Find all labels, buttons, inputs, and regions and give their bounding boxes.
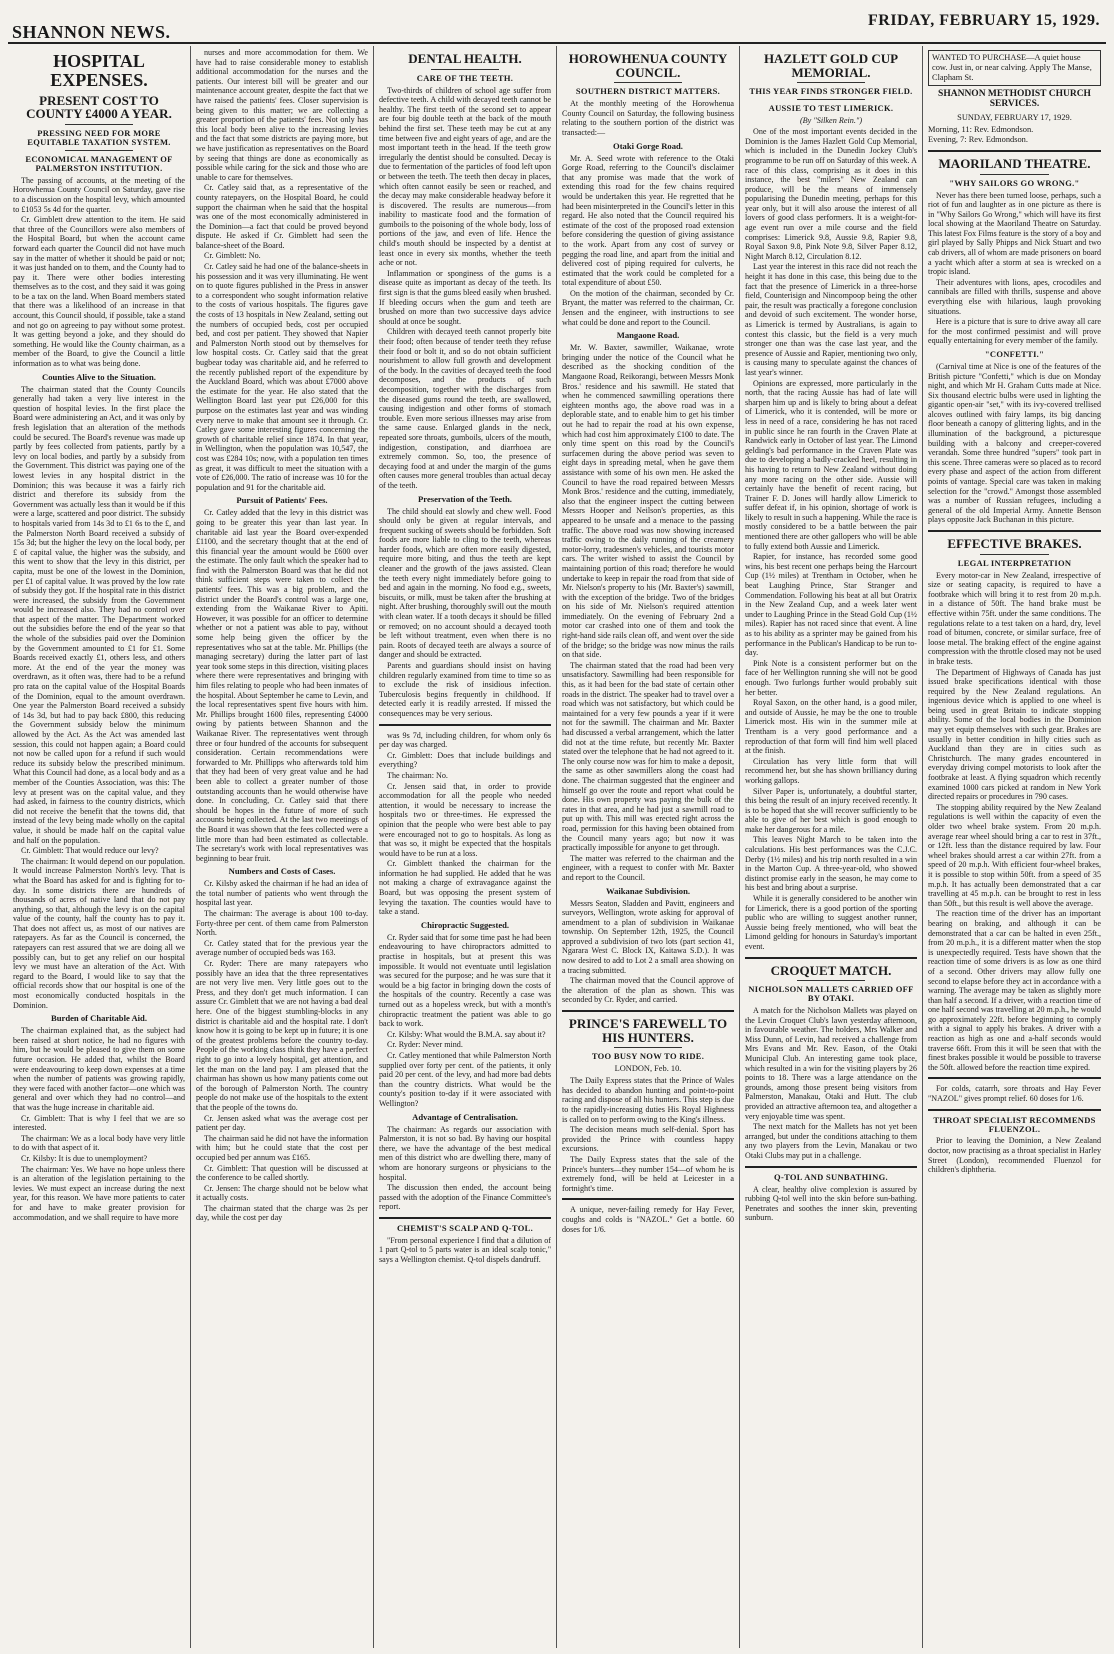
headline-effective-brakes: EFFECTIVE BRAKES. <box>947 536 1082 552</box>
divider <box>980 554 1049 555</box>
headline-dental-health: DENTAL HEALTH. <box>408 51 522 66</box>
deck-pressing-need: PRESSING NEED FOR MORE EQUITABLE TAXATION SYSTEM. <box>27 128 171 147</box>
column-6 <box>923 46 1106 1648</box>
section-heading: Waikanae Subdivision. <box>605 885 691 896</box>
paragraph: The Daily Express states that the sale of the Prince's hunters—they number 154—of whom he is extremely fond, will be held at Leicester in a fortnight's time. <box>562 1155 734 1193</box>
paragraph: The Department of Highways of Canada has just issued brake specifications identical with those required by the New Zealand regulations. An ingenious device which is applied to one wheel is being used in great Britain to indicate stopping ability. Some of the local bodies in the Dominion may yet equip themselves with such gear. Brakes are usually in better condition in hilly cities such as Auckland than they are in cities such as Christchurch. The many grades encountered in everyday driving compel motorists to look after the footbrake at least. A flying squadron which recently examined 1000 cars picked at random in New York directed repairs or procedures in 790 cases. <box>928 667 1101 802</box>
divider <box>980 174 1049 175</box>
paragraph: Every motor-car in New Zealand, irrespective of size or seating capacity, is required to have a footbrake which will bring it to rest from 20 m.p.h. in a distance of 50ft. The hand brake must be effective within 75ft. under the same conditions. The regulations relate to a test taken on a hard, dry, level road of bitumen, concrete, or similar surface, free of loose metal. The braking effect of the engine against compression with the throttle closed may not be used in brake tests. <box>928 570 1101 666</box>
divider <box>745 957 917 959</box>
headline-hospital-expenses: HOSPITAL EXPENSES. <box>50 51 148 90</box>
headline-maoriland-theatre: MAORILAND THEATRE. <box>938 155 1091 171</box>
divider <box>928 530 1101 532</box>
paragraph: While it is generally considered to be another win for Limerick, there is a good portion of the sporting public who are willing to suggest another runner, Aussie being freely mentioned, who will beat the Limond gelding for honours in Saturday's important event. <box>745 894 917 951</box>
paragraph: Two-thirds of children of school age suffer from defective teeth. A child with decayed teeth cannot be healthy. The first teeth of the second set to appear are four big double teeth at the back of the mouth behind the first set. These teeth may be cut at any time between five and eight years of age, and are the most important teeth in the head. If the teeth grow irregularly the dentist should be consulted. Decay is due to fermentation of the particles of food left upon or between the teeth. The teeth then decay in places, which often cannot easily be seen or reached, and the decay may make considerable headway before it is discovered. The results are numerous—from inability to masticate food and the formation of gumboils to the poisoning of the whole body, loss of portions of the jaw, and even of life. Hence the child's mouth should be inspected by a dentist at least once in every six months, whether the teeth ache or not. <box>379 85 551 268</box>
ad-text: "From personal experience I find that a dilution of 1 part Q-tol to 5 parts water is an ideal scalp tonic," says a Wellington chemist. Q-tol dispels dandruff. <box>379 1235 551 1264</box>
divider <box>65 150 134 151</box>
paragraph: Cr. Gimblett: No. <box>204 251 261 261</box>
headline-prince-farewell: PRINCE'S FAREWELL TO HIS HUNTERS. <box>568 1016 728 1045</box>
paragraph: Prior to leaving the Dominion, a New Zealand doctor, now practising as a throat specialist in Harley Street (London), recommended Fluenzol for children's diphtheria. <box>928 1136 1101 1175</box>
dateline: LONDON, Feb. 10. <box>614 1064 682 1074</box>
subhead-present-cost: PRESENT COST TO COUNTY £4000 A YEAR. <box>26 92 172 122</box>
paragraph: The chairman moved that the Council approve of the alteration of the plan as shown. This was seconded by Cr. Ryder, and carried. <box>562 976 734 1005</box>
divider <box>797 980 866 981</box>
section-heading: Numbers and Costs of Cases. <box>228 866 336 877</box>
divider <box>562 1010 734 1012</box>
divider <box>379 1217 551 1219</box>
deck-economical-management: ECONOMICAL MANAGEMENT OF PALMERSTON INSTITUTION. <box>25 153 173 173</box>
headline-throat-specialist: THROAT SPECIALIST RECOMMENDS FLUENZOL. <box>933 1114 1096 1134</box>
paragraph: The next match for the Mallets has not yet been arranged, but under the conditions attaching to them any two players from the Levin, Manakau or two Otaki Clubs may put in a challenge. <box>745 1122 917 1160</box>
issue-date: FRIDAY, FEBRUARY 15, 1929. <box>867 12 1100 29</box>
paragraph: Cr. Ryder: Never mind. <box>387 1040 463 1050</box>
section-heading: Pursuit of Patients' Fees. <box>236 495 328 506</box>
paragraph: Cr. Ryder said that for some time past he had been endeavouring to have chiropractors admitted to practise in hospitals, but at present this was impossible. It would not eventuate until legislation was secured for the purpose; and he was sure that it would be a big factor in bringing down the costs of the hospitals of the country. Recently a case was turned out as a hopeless wreck, but with a month's chiropractic treatment the patient was able to go back to work. <box>379 932 551 1029</box>
paragraph: Here is a picture that is sure to drive away all care for the most confirmed pessimist and will prove equally entertaining for every member of the family. <box>928 317 1101 346</box>
paragraph: Cr. Gimblett: That would reduce our levy? <box>21 846 159 856</box>
paragraph: Cr. Catley added that the levy in this district was going to be greater this year than last year. In charitable aid last year the Board over-expended £1100, and the secretary thought that at the end of this financial year the amount would be £600 over the estimate. The only fault which the speaker had to find with the Palmerston Board was that he did not think sufficient steps were taken to collect the patients' fees. This was a big problem, and the district under the Board's control was a large one, extending from the Waikanae River to Apiti. However, it was possible for an officer to determine whether or not a patient was able to pay, without some help being given the officer by the representatives who sat at the table. Mr. Phillips (the managing secretary) during the latter part of last year took some steps in this direction, visiting places where there were representatives and bringing with him files relating to people who had been inmates of the hospital. About September he came to Levin, and the local representatives spent five hours with him. Mr. Phillips brought 1600 files, representing £4000 owing by patients between Shannon and the Waikanae River. The representatives went through three or four hundred of the accounts for subsequent consideration. Certain recommendations were forwarded to Mr. Phillipps who afterwards told him that they had been of very great value and he had been able to collect a greater number of those outstanding accounts than he would otherwise have done. In concluding, Cr. Catley said that there should be hopes in the future of more of such accounts being collected. At the last two meetings of the Board it was shown that the fees collected were a little more than had been estimated as collectable. The secretary's work with local representatives was beginning to bear fruit. <box>196 508 368 863</box>
section-heading: Mangaone Road. <box>616 330 680 341</box>
paragraph: Parents and guardians should insist on having children regularly examined from time to time so as to exclude the risk of insidious infection. Tuberculosis begins frequently in childhood. If detected early it is readily arrested. If missed the consequences may be very serious. <box>379 661 551 718</box>
section-heading: Chiropractic Suggested. <box>420 919 510 930</box>
church-morning-service: Morning, 11: Rev. Edmondson. <box>928 124 1034 134</box>
subhead-confetti: "CONFETTI." <box>984 349 1045 359</box>
paragraph: Cr. Gimblett: That is why I feel that we are so interested. <box>13 1113 185 1133</box>
masthead <box>8 8 1106 44</box>
paragraph: The chairman: The average is about 100 to-day. Forty-three per cent. of them came from Palmerston North. <box>196 909 368 938</box>
paragraph: At the monthly meeting of the Horowhenua County Council on Saturday, the following business relating to the southern portion of the district was transacted:— <box>562 99 734 137</box>
church-services-date: SUNDAY, FEBRUARY 17, 1929. <box>957 112 1072 122</box>
paragraph: Cr. Kilsby: What would the B.M.A. say about it? <box>387 1029 546 1039</box>
subhead-care-of-teeth: CARE OF THE TEETH. <box>416 72 514 83</box>
column-2 <box>191 46 374 1648</box>
paragraph: The Daily Express states that the Prince of Wales has decided to abandon hunting and point-to-point racing and dispose of all his hunters. This step is due to the rapidly-increasing duties His Royal Highness is called on to perform owing to the King's illness. <box>562 1076 734 1124</box>
subhead-stronger-field: THIS YEAR FINDS STRONGER FIELD. <box>749 86 913 97</box>
paragraph: The reaction time of the driver has an important bearing on braking, and although it can be demonstrated that a car can be halted in even 25ft., from 20 m.p.h., it is a different matter when the stop is unexpectedly required. Tests have shown that the reaction time of some drivers is as low as one third of a second. Other drivers may allow fully one second to elapse before they act in accordance with a warning. The average may be taken as slightly more than half a second. If a driver, with a reaction time of one half second was travelling at 20 m.p.h., he would go approximately 22ft. before beginning to comply with a signal to apply his brakes. A driver with a reaction as high as one and a-half seconds would traverse 66ft. From this it will be seen that with the finest brakes possible it would be possible to traverse the 50ft. allowed before the reaction time expired. <box>928 909 1101 1072</box>
paragraph: Cr. Gimblett drew attention to the item. He said that three of the Councillors were also members of the Hospital Board, but when the account came forward each quarter the Council did not have much say in the matter of whether it should be paid or not; it was just handed on to them, and the County had to pay it. There were other bodies interesting themselves as to the cost, and they said it was going to be a tax on the land. When Board members stated that there was a likelihood of an increase in that account, this Council should, if possible, take a stand and not go on agreeing to pay without some protest. It was getting beyond a joke, and they should do something. He would like the County chairman, as a member of the Board, to give the Council a little information as to what was being done. <box>13 215 185 369</box>
paragraph: Royal Saxon, on the other hand, is a good miler, and outside of Aussie, he may be the one to trouble Limerick most. His win in the summer mile at Trentham is a very good performance and a reproduction of that form will find him well placed at the finish. <box>745 698 917 756</box>
paragraph: This leaves Night March to be taken into the calculations. His best performances was the C.J.C. Derby (1½ miles) and his trip north resulted in a win in the Marton Cup. A three-year-old, who showed distinct promise early in the season, he may come to his best and bring about a surprise. <box>745 835 917 893</box>
paragraph: Cr. Gimblett: Does that include buildings and everything? <box>379 750 551 770</box>
paragraph: The chairman stated that the County Councils generally had taken a very live interest in the question of hospital levies. In the first place the Board were administering an Act, and it was only by fresh legislation that an alteration of the methods could be secured. The Board's revenue was made up partly by fees collected from patients, partly by a levy on local bodies, and partly by a subsidy from the Government. This district was paying one of the lowest levies in any hospital district in the Dominion; this was because it was a fairly rich district and therefore its subsidy from the Government was actually less than it would be if this were a large, scattered and poor district. The subsidy to hospitals varied from 14s 3d to £1 6s to the £, and the Palmerston North Board received a subsidy of 15s 3d; but the higher the levy on the local body, per £ of capital value, the higher was the subsidy, and this went to show that the levy in this district, per capita, must be one of the lowest in the Dominion, per £1 of capital value. It was proved by the low rate of subsidy they got. If the hospital rate in this district were increased, the subsidy from the Government would be increased also. They had no control over that aspect of the matter. The Department worked out the subsidies before the end of the year so that the whole of the subsidies paid over the Dominion by the Government amounted to £1 for £1. Some Boards received exactly £1, others less, and others more. At the end of the year the money was overdrawn, as it often was, there had to be a refund pro rata on the capital value of the Hospital Boards of the Dominion, equal to the amount overdrawn. One year the Palmerston Board received a subsidy of 14s 3d, but had to pay back £800, this reducing the Government subsidy below the minimum allowed by the Act. As the Act was amended last session, this could not happen again; a Board could not now be called upon for a refund if such would reduce its subsidy below the prescribed minimum. What this Council had done, as a local body and as a member of the Counties Association, was this: The levy at present was on the capital value, and they had asked, in fairness to the country districts, which did not receive the benefit that the towns did, that instead of the levy being made wholly on the capital value, it should be made half on the capital value and half on the population. <box>13 384 185 845</box>
paragraph: Last year the interest in this race did not reach the height it has done in this case, this being due to the fact that the presence of Limerick in a three-horse field, Counterisign and Nincompoop being the other pair, the result was practically a foregone conclusion and devoid of such excitement. The wonder horse, as Limerick is termed by Australians, is again to contest this classic, but the field is a very much stronger one than was the case last year, and the presence of Aussie and Rapier, mentioning two only, is causing many to speculate against the chances of last year's winner. <box>745 262 917 377</box>
paragraph: A match for the Nicholson Mallets was played on the Levin Croquet Club's lawn yesterday afternoon, in favourable weather. The holders, Mrs Walker and Miss Dunn, of Levin, had received a challenge from Mrs Evans and Mr. Rev. Eason, of the Otaki Municipal Club. An interesting game took place, which resulted in a win for the visiting players by 26 points to 18. There was a large attendance on the grounds, among those present being visitors from Palmerston, Manakau, Otaki and Hutt. The club provided an attractive afternoon tea, and altogether a very enjoyable time was spent. <box>745 1006 917 1121</box>
paragraph: Cr. Catley said that, as a representative of the county ratepayers, on the Hospital Board, he could support the chairman when he said that the hospital was one of the most economically administered in the Dominion—a fact that could be proved beyond dispute. He asked if Cr. Gimblett had seen the balance-sheet of the Board. <box>196 183 368 250</box>
ad-headline: CHEMIST'S SCALP AND Q-TOL. <box>396 1222 534 1233</box>
byline: (By "Silken Rein.") <box>799 116 863 126</box>
paragraph: One of the most important events decided in the Dominion is the James Hazlett Gold Cup Memorial, which is included in the Dunedin Jockey Club's programme to be run off on Saturday of this week. A race of this class, comprising as it does in this instance, the best "milers" New Zealand can produce, will be the means of immensely popularising the Dunedin meeting, perhaps for this year only, but it will also arouse the interest of all lovers of good class performers. It is a weight-for-age event run over a mile course and the field comprises: Limerick 9.8, Aussie 9.8, Rapier 9.8, Royal Saxon 9.8, Pink Note 9.8, Silver Paper 8.12, Night March 8.12, Circulation 8.12. <box>745 127 917 261</box>
paper-name: SHANNON NEWS. <box>12 22 171 42</box>
paragraph: The decision means much self-denial. Sport has provided the Prince with countless happy excursions. <box>562 1125 734 1154</box>
paragraph: Cr. Gimblett: That question will be discussed at the conference to be called shortly. <box>196 1163 368 1183</box>
section-heading: Counties Alive to the Situation. <box>42 371 156 382</box>
column-3 <box>374 46 557 1648</box>
paragraph: Cr. Jensen asked what was the average cost per patient per day. <box>196 1113 368 1133</box>
paragraph: The passing of accounts, at the meeting of the Horowhenua County Council on Saturday, gave rise to a discussion on the hospital levy, which amounted to £1053 5s 4d for the quarter. <box>13 175 185 214</box>
paragraph: The chairman: No. <box>387 770 448 780</box>
divider <box>928 1077 1101 1079</box>
subhead-too-busy: TOO BUSY NOW TO RIDE. <box>591 1051 705 1062</box>
paragraph: Pink Note is a consistent performer but on the face of her Wellington running she will not be good enough. Two furlongs further would probably suit her better. <box>745 658 917 697</box>
paragraph: The chairman: As regards our association with Palmerston, it is not so bad. By having our hospital there, we have the advantage of the best medical men of this district who are dwelling there, many of whom are honorary surgeons or physicians to the hospital. <box>379 1124 551 1182</box>
section-heading: Burden of Charitable Aid. <box>51 1013 147 1024</box>
paragraph: Cr. Ryder: There are many ratepayers who possibly have an idea that the three representatives are not very live men. Very little goes out to the Press, and they don't get much information. I can assure Cr. Gimblett that we are not having a bad deal here. One of the biggest stumbling-blocks in any district is charitable aid and the hospital rate. I don't know how it is going to be kept up in future; it is one of the greatest problems before the country to-day. People of the working class think they have a perfect right to go into a lovely hospital, get attention, and let the man on the land pay. I am pleased that the chairman has shown us how many patients come out of the borough of Palmerston North. The country people do not make use of the hospitals to the extent that the people of the towns do. <box>196 959 368 1112</box>
divider <box>614 82 683 83</box>
deck-aussie-limerick: AUSSIE TO TEST LIMERICK. <box>768 103 894 114</box>
divider <box>797 99 866 100</box>
classified-ad-text: WANTED TO PURCHASE—A quiet house cow. Just in, or near calving. Apply The Manse, Clapham St. <box>932 53 1092 82</box>
paragraph: The chairman stated that the charge was 2s per day, while the cost per day <box>196 1203 368 1223</box>
paragraph: The stopping ability required by the New Zealand regulations is well within the capacity of even the older two wheel brake system. From 20 m.p.h. average rear wheel should bring a car to rest in 37ft., or 12ft. less than the distance required by law. Four wheel brakes should arrest a car within 27ft. from a speed of 20 m.p.h. With efficient four-wheel brakes, it is possible to stop within 50ft. from a speed of 35 m.p.h. It has actually been demonstrated that a car travelling at 45 m.p.h. can be brought to rest in less than 50ft., but this result is well above the average. <box>928 802 1101 908</box>
paragraph: Silver Paper is, unfortunately, a doubtful starter, this being the result of an injury received recently. It is to be hoped that she will recover sufficiently to be able to give of her best which is good enough to make her dangerous for a mile. <box>745 786 917 834</box>
paragraph: Cr. Catley stated that for the previous year the average number of occupied beds was 163. <box>196 938 368 958</box>
divider <box>797 82 866 83</box>
paragraph: Children with decayed teeth cannot properly bite their food; often because of tender teeth they refuse their food or bolt it, and so do not obtain sufficient nourishment to allow full growth and development of the body. In the cavities of decayed teeth the food decomposes, and the products of such decomposition, together with the discharges from the diseased gums round the teeth, are swallowed, causing indigestion and other forms of stomach trouble. Even more serious illnesses may arise from the same cause. Enlarged glands in the neck, repeated sore throats, gumboils, ulcers of the mouth, indigestion, constipation, and diarrhoea are extremely common. So, too, the presence of decaying food at and under the margin of the gums often causes more general troubles than actual decay of the teeth. <box>379 327 551 490</box>
column-1 <box>8 46 191 1648</box>
divider <box>928 150 1101 152</box>
paragraph: Cr. Catley mentioned that while Palmerston North supplied over forty per cent. of the patients, it only paid 20 per cent. of the levy, and had more bad debts than the country districts. What would be the county's position to-day if it were associated with Wellington? <box>379 1050 551 1108</box>
paragraph: Messrs Seaton, Sladden and Pavitt, engineers and surveyors, Wellington, wrote asking for approval of amendment to a plan of subdivision in Waikanae township. On September 12th, 1925, the Council approved a subdivision of two lots (part section 41, Ngarara West C. Block IX, Kaitawa S.D.). It was now desired to add to Lot 2 a small area showing on a tracing submitted. <box>562 898 734 975</box>
paragraph: Cr. Catley said he had one of the balance-sheets in his possession and it was very illuminating. He went on to quote figures published in the Press in answer to a correspondent who sought information relative to the costs of various hospitals. The figures gave the costs of 13 hospitals in New Zealand, setting out the numbers of occupied beds, cost per occupied bed, and cost per patient. They showed that Napier and Palmerston North stood out by themselves for low hospital costs. Cr. Catley said that the great bugbear today was charitable aid, and he referred to the recently published report of the expenditure by the Auckland Board, which was about £7000 above the estimate for the year. He also stated that the Wellington Board last year put £26,000 for this purpose on the estimates last year and was winding every nerve to make that amount see it through. Cr. Catley gave some interesting figures concerning the growth of charitable relief since 1874. In that year, in Wellington, when the population was 10,547, the cost was £284 10s; now, with a population ten times as great, it was difficult to meet the situation with a vote of £26,000. The ratio of increase was 10 for the population and 91 for the charitable aid. <box>196 262 368 492</box>
column-4 <box>557 46 740 1648</box>
headline-horowhenua-council: HOROWHENUA COUNTY COUNCIL. <box>568 51 728 80</box>
headline-hazlett-gold-cup: HAZLETT GOLD CUP MEMORIAL. <box>763 51 899 80</box>
page-columns <box>8 46 1106 1648</box>
section-heading: Advantage of Centralisation. <box>412 1111 518 1122</box>
divider <box>562 1198 734 1200</box>
paragraph: Cr. Kilsby: It is due to unemployment? <box>21 1153 148 1163</box>
ad-text: For colds, catarrh, sore throats and Hay Fever "NAZOL" gives prompt relief. 60 doses for 1/6. <box>928 1084 1101 1104</box>
paragraph: The chairman explained that, as the subject had been raised at short notice, he had no figures with him, but he would be pleased to give them on some future occasion. He added that, whilst the Board were endeavouring to keep down expenses at a time when the number of patients was growing rapidly, they were faced with another factor—one which was general and over which they had no control—and that was the huge increase in charitable aid. <box>13 1026 185 1112</box>
paragraph: Mr. W. Baxter, sawmiller, Waikanae, wrote bringing under the notice of the Council what he described as the shocking condition of the Mangaone Road, Reikorangi, between Messrs Monk Bros.' residence and his sawmill. He stated that when he commenced sawmilling operations there eighteen months ago, the above road was in a deplorable state, and to enable him to get his timber out he had to repair the road at his own expense, which had cost him approximately £100 to date. The only time spent on this road by the Council's surfacemen during the above period was seven to eight days in spreading metal, when he gave them assistance with some of his own men. He asked the Council to have the road repaired between Messrs Monk Bros.' residence and the cutting, immediately, also that the engineer inspect the cutting between Messrs Hooper and Neilson's properties, as this appeared to be unsafe and a menace to the passing traffic. The above road was now showing increased traffic owing to the daily running of the creamery motor-lorry, tradesmen's vehicles, and tourists motor cars. The writer wished to assist the Council by maintaining portion of this road; therefore he would undertake to keep in repair the road from that side of Mr. Nielson's property to his (Mr. Baxter's) sawmill, with the exception of the bridge. Two of the bridges on his side of Mr. Nielson's required attention immediately. On the evening of February 2nd a motor car crashed into one of them and took the right-hand side rails clean off, and went over the side of the bridge; so the bridge was now minus the rails on that side. <box>562 343 735 660</box>
paragraph: The chairman stated that the road had been very unsatisfactory. Sawmilling had been responsible for this, as it had been for the bad state of certain other roads in the district. The speaker had to travel over a road which was not satisfactory, but which could be maintained for a very few pounds a year if it were not for the sawmill. The chairman and Mr. Baxter had discussed a verbal arrangement, which the latter did not at the time refute, but recently Mr. Baxter stated over the telephone that he had not agreed to it. The only course now was for him to make a deposit, the same as other sawmillers along the coast had done. The chairman suggested that the engineer and himself go over the route and report what could be done. His own property was paying the bulk of the rates in that area, and he had just a sawmill road to put up with. This mill was erected right across the road, permission for this having been obtained from the Council many years ago; but now it was practically impossible for anyone to get through. <box>562 660 734 853</box>
paragraph: The chairman: It would depend on our population. It would increase Palmerston North's levy. That is what the Board has asked for and is fighting for to-day. In some districts there are hundreds of thousands of acres of native land that do not pay anything, so that, although the levy is on the capital value of the county, half the county has to pay it. That does not affect us, as most of our natives are ratepayers. As far as the Council is concerned, the ratepayers can rest assured that we are doing all we possibly can, but to get any relief on our hospital levy we must have an alteration of the Act. With regard to the Board, I would like to say that the official records show that our hospital is one of the most economically conducted hospitals in the Dominion. <box>13 856 185 1010</box>
subhead-legal-interpretation: LEGAL INTERPRETATION <box>957 557 1072 568</box>
paragraph: Cr. Jensen: The charge should not be below what it actually costs. <box>196 1183 368 1203</box>
church-services-title: SHANNON METHODIST CHURCH SERVICES. <box>938 89 1091 109</box>
divider <box>431 69 500 70</box>
paragraph: The child should eat slowly and chew well. Food should only be given at regular intervals, and frequent sucking of sweets should be forbidden. Soft foods are more liable to cling to the teeth, whereas harder foods, which are often more easily digested, require more biting, and thus the teeth are kept cleaner and the growth of the jaws assisted. Clean the teeth every night immediately before going to bed and again in the morning. No food e.g., sweets, biscuits, or milk, must be taken after the brushing at night. After brushing, thoroughly swill out the mouth with clean water. If a tooth decays it should be filled or removed; on no account should a decayed tooth be left without treatment, even when there is no pain. Roots of decayed teeth are always a source of danger and should be extracted. <box>379 506 551 660</box>
divider <box>379 724 551 726</box>
paragraph: nurses and more accommodation for them. We have had to raise considerable money to establish additional accommodation for the nurses and the patients. Our interest bill will be greater and our maintenance account greater, despite the fact that we have raised the patients' fees. Closer supervision is being given to this matter; we are collecting a greater proportion of the patients' fees. Not only has this local body been alive to the increasing levies and the fact that some districts are paying more, but we have justification as representatives on the Board by seeing that things are done as economically as possible while caring for the sick and those who are unable to care for themselves. <box>196 48 368 182</box>
church-evening-service: Evening, 7: Rev. Edmondson. <box>928 134 1028 144</box>
paragraph: (Carnival time at Nice is one of the features of the British picture "Confetti," which is due on Monday night, and which Mr H. Graham Cutts made at Nice. Six thousand electric bulbs were used in lighting the gigantic open-air "set," with its ivy-covered trellised alcoves outlined with fairy lamps, its big dancing floor beneath a canopy of glittering lights, and in the illumination of the background, a picturesque building with a balcony and creeper-covered verandah. Some three hundred "supers" took part in this scene. Three cameras were so placed as to record every phase and aspect of the action from different points of vantage. Special care was taken in making selection for the "crowd." Amongst those assembled was a number of Russian refugees, including a general of the old Imperial Army. Annette Benson plays opposite Jack Buchanan in this picture. <box>928 361 1101 525</box>
classified-ad <box>928 50 1101 86</box>
column-5 <box>740 46 923 1648</box>
paragraph: Cr. Jensen said that, in order to provide accommodation for all the people who needed attention, it would be necessary to increase the hospitals two or three-times. He expressed the opinion that the people who were best able to pay were encouraged not to go to hospitals. As long as that was so, it might be expected that the hospitals would have to be run at a loss. <box>379 781 551 858</box>
paragraph: Their adventures with lions, apes, crocodiles and cannibals are filled with thrills, suspense and above everything else with hilarious, laugh provoking situations. <box>928 277 1101 316</box>
ad-headline: Q-TOL AND SUNBATHING. <box>774 1171 888 1182</box>
divider <box>614 1047 683 1048</box>
paragraph: The chairman: We as a local body have very little to do with that aspect of it. <box>13 1133 185 1153</box>
subhead-why-sailors: "WHY SAILORS GO WRONG." <box>949 177 1080 188</box>
paragraph: The chairman said he did not have the information with him; but he could state that the cost per occupied bed per annum was £165. <box>196 1133 368 1162</box>
paragraph: Inflammation or sponginess of the gums is a disease quite as important as decay of the teeth. Its first sign is that the gums bleed easily when brushed. If bleeding occurs when the gum and teeth are brushed on more than two successive days advice should at once be sought. <box>379 268 551 326</box>
subhead-southern-district: SOUTHERN DISTRICT MATTERS. <box>575 86 721 97</box>
divider <box>745 1166 917 1168</box>
paragraph: The chairman: Yes. We have no hope unless there is an alteration of the legislation pertaining to the levies. We must expect an increase during the next year, for this reason. We have more patients to cater for and have to make greater provision for accommodation, and we shall require to have more <box>13 1164 185 1222</box>
paragraph: Cr. Gimblett thanked the chairman for the information he had supplied. He added that he was not making a charge of extravagance against the Board, but was opposing the present system of levying the taxation. The counties would have to take a stand. <box>379 859 551 917</box>
paragraph: Mr. A. Seed wrote with reference to the Otaki Gorge Road, referring to the Council's disclaimer that any promise was made that the work of extending this road for the few chains required would be undertaken this year. He regretted that he had been misinterpreted in the Council's letter in this regard. He also noted that the Council required his estimate of the cost of the proposed road extension before considering the question of giving assistance to the work. Apart from any cost of survey or pegging the road line, and apart from the initial and delivered cost of piping required for culverts, he estimated that the work could be completed for a total expenditure of about £50. <box>562 153 734 288</box>
paragraph: Cr. Kilsby asked the chairman if he had an idea of the total number of patients who went through the hospital last year. <box>196 879 368 908</box>
paragraph: On the motion of the chairman, seconded by Cr. Bryant, the matter was referred to the chairman, Cr. Jensen and the engineer, with instructions to see what could be done and report to the Council. <box>562 288 734 327</box>
paragraph: The discussion then ended, the account being passed with the adoption of the Finance Committee's report. <box>379 1183 551 1212</box>
divider <box>928 1109 1101 1111</box>
paragraph: Rapier, for instance, has recorded some good wins, his best recent one perhaps being the Harcourt Cup (1½ miles) at Trentham in October, when he beat Laughing Prince, Star Stranger and Commendation. Following his beat at all but Oratrix in the New Zealand Cup, and a week later went under to Laughing Prince in the Stead Gold Cup (1½ miles). Rapier has not raced since that event. A line as to his ability as a sprinter may be gained from his performance in the Publican's Handicap to be run to-day. <box>745 552 917 658</box>
ad-text: A clear, healthy olive complexion is assured by rubbing Q-tol well into the skin before sun-bathing. Penetrates and soothes the inner skin, preventing sunburn. <box>745 1184 917 1223</box>
ad-text: A unique, never-failing remedy for Hay Fever, coughs and colds is "NAZOL." Get a bottle. 60 doses for 1/6. <box>562 1205 734 1234</box>
paragraph: The matter was referred to the chairman and the engineer, with a request to confer with Mr. Baxter and report to the Council. <box>562 853 734 882</box>
section-heading: Preservation of the Teeth. <box>418 493 512 504</box>
paragraph: Opinions are expressed, more particularly in the north, that the racing Aussie has had of late will sharpen him up and is likely to bring about a defeat of Limerick, who it is contended, will be more or less in need of a race, considering he has not raced in public since he ran fourth in the Craven Plate at Randwick early in October of last year. The Limond gelding's bad performance in the Craven Plate was due to developing a badly-cracked heel, resulting in his having to return to New Zealand without doing any more racing on the other side. Aussie will certainly have the benefit of recent racing, but Trainer F. D. Jones will hardly allow Limerick to suffer defeat if, in his opinion, shortage of work is likely to result in such a happening. While the race is mostly considered to be a battle between the pair mentioned there are other gallopers who will be able to fully extend both Aussie and Limerick. <box>745 378 917 551</box>
paragraph: Circulation has very little form that will recommend her, but she has shown brilliancy during working gallops. <box>745 756 917 785</box>
paragraph: Never has there been turned loose, perhaps, such a riot of fun and laughter as in one picture as there is in "Why Sailors Go Wrong," which will have its first local showing at the Maoriland Theatre on Saturday. This latest Fox Films feature is the story of a boy and girl played by Sally Phipps and Nick Stuart and two cab drivers, all of whom are made prisoners on board a yacht which after a storm at sea is wrecked on a tropic island. <box>928 190 1101 277</box>
divider <box>65 124 134 125</box>
paragraph: was 9s 7d, including children, for whom only 6s per day was charged. <box>379 730 551 750</box>
section-heading: Otaki Gorge Road. <box>613 140 683 151</box>
subhead-nicholson-mallets: NICHOLSON MALLETS CARRIED OFF BY OTAKI. <box>748 984 914 1004</box>
headline-croquet-match: CROQUET MATCH. <box>770 962 892 978</box>
